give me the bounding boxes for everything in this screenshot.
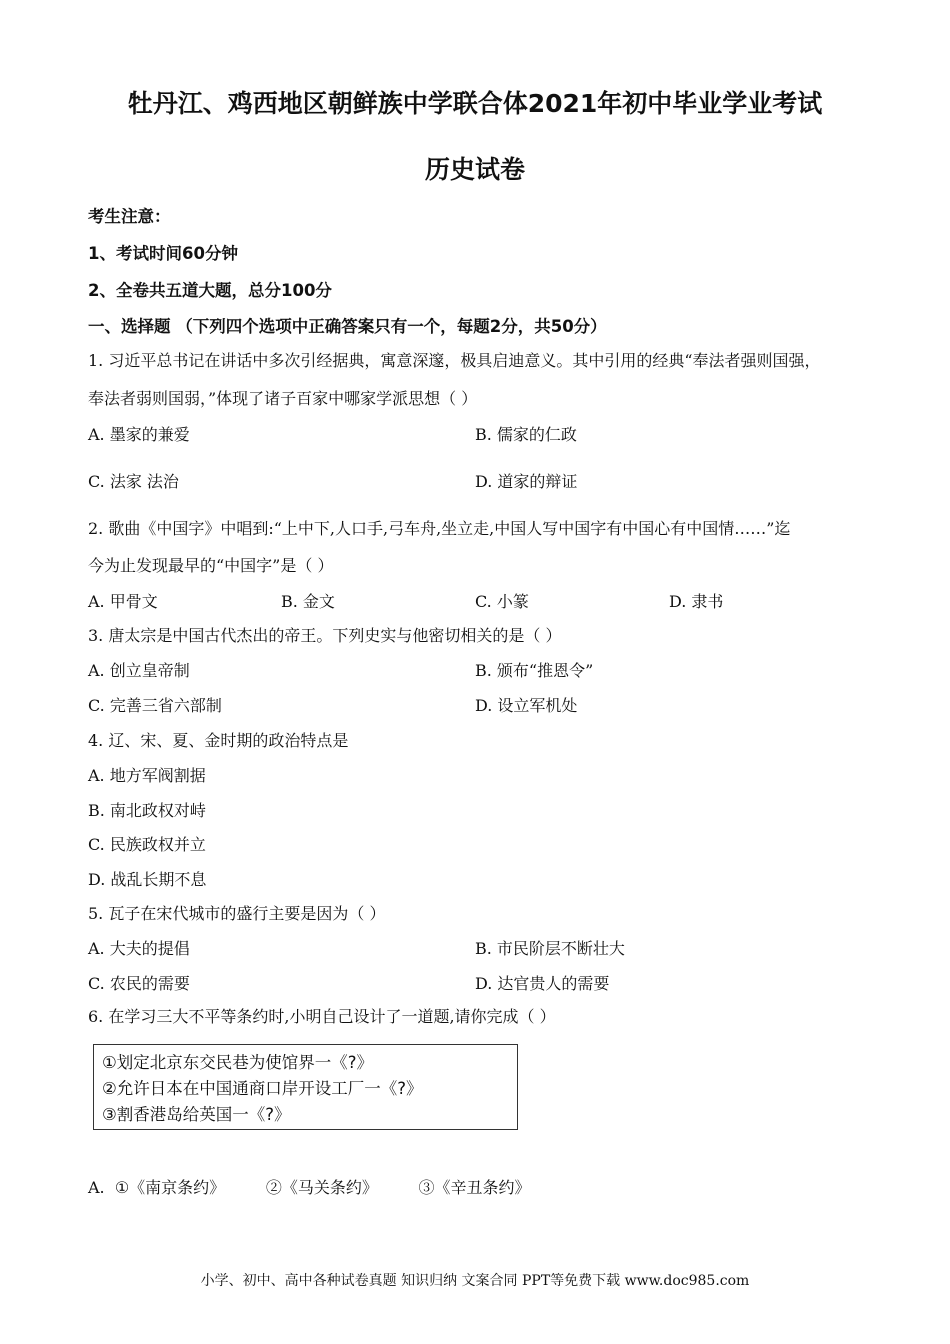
q2-option-b: B. 金文: [281, 592, 335, 611]
q4-option-b: B. 南北政权对峙: [88, 801, 206, 820]
question-2-text: 2. 歌曲《中国字》中唱到:“上中下,人口手,弓车舟,坐立走,中国人写中国字有中国心有中国情……”迄: [88, 519, 791, 538]
question-2-text-cont: 今为止发现最早的“中国字”是（ ）: [88, 556, 334, 575]
q2-option-d: D. 隶书: [669, 592, 724, 611]
q3-option-b: B. 颁布“推恩令”: [475, 661, 594, 680]
clue-line-3: ③割香港岛给英国一《?》: [102, 1105, 291, 1124]
q3-option-a: A. 创立皇帝制: [88, 661, 190, 680]
q5-option-a: A. 大夫的提倡: [88, 939, 190, 958]
exam-title: 牡丹江、鸡西地区朝鲜族中学联合体2021年初中毕业学业考试: [127, 89, 823, 118]
q6-option-a: A. ①《南京条约》 ②《马关条约》 ③《辛丑条约》: [88, 1178, 531, 1197]
q4-option-a: A. 地方军阀割据: [88, 766, 206, 785]
q4-option-c: C. 民族政权并立: [88, 835, 206, 854]
q1-option-d: D. 道家的辩证: [475, 472, 578, 491]
question-1-text: 1. 习近平总书记在讲话中多次引经据典，寓意深邃，极具启迪意义。其中引用的经典“奉法者强则国强，: [88, 351, 821, 370]
q5-option-c: C. 农民的需要: [88, 974, 190, 993]
clue-line-1: ①划定北京东交民巷为使馆界一《?》: [102, 1053, 374, 1072]
q4-option-d: D. 战乱长期不息: [88, 870, 207, 889]
notice-heading: 考生注意：: [88, 207, 171, 226]
question-5-text: 5. 瓦子在宋代城市的盛行主要是因为（ ）: [88, 904, 386, 923]
page-footer: 小学、初中、高中各种试卷真题 知识归纳 文案合同 PPT等免费下载 www.doc985.com: [200, 1273, 750, 1289]
q1-option-a: A. 墨家的兼爱: [88, 425, 190, 444]
question-1-text-cont: 奉法者弱则国弱，”体现了诸子百家中哪家学派思想（ ）: [88, 389, 478, 408]
q1-option-c: C. 法家 法治: [88, 472, 179, 491]
q3-option-c: C. 完善三省六部制: [88, 696, 222, 715]
question-6-text: 6. 在学习三大不平等条约时,小明自己设计了一道题,请你完成（ ）: [88, 1007, 556, 1026]
section-heading: 一、选择题 （下列四个选项中正确答案只有一个，每题2分，共50分）: [88, 317, 607, 336]
question-3-text: 3. 唐太宗是中国古代杰出的帝王。下列史实与他密切相关的是（ ）: [88, 626, 562, 645]
q1-option-b: B. 儒家的仁政: [475, 425, 577, 444]
question-4-text: 4. 辽、宋、夏、金时期的政治特点是: [88, 731, 349, 750]
q5-option-d: D. 达官贵人的需要: [475, 974, 610, 993]
q2-option-c: C. 小篆: [475, 592, 529, 611]
q5-option-b: B. 市民阶层不断壮大: [475, 939, 625, 958]
clue-line-2: ②允许日本在中国通商口岸开设工厂一《?》: [102, 1079, 423, 1098]
treaty-clue-box: [93, 1044, 518, 1130]
q2-option-a: A. 甲骨文: [88, 592, 158, 611]
q3-option-d: D. 设立军机处: [475, 696, 578, 715]
notice-item-1: 1、考试时间60分钟: [88, 244, 238, 263]
notice-item-2: 2、全卷共五道大题，总分100分: [88, 281, 332, 300]
exam-subtitle: 历史试卷: [424, 155, 525, 184]
